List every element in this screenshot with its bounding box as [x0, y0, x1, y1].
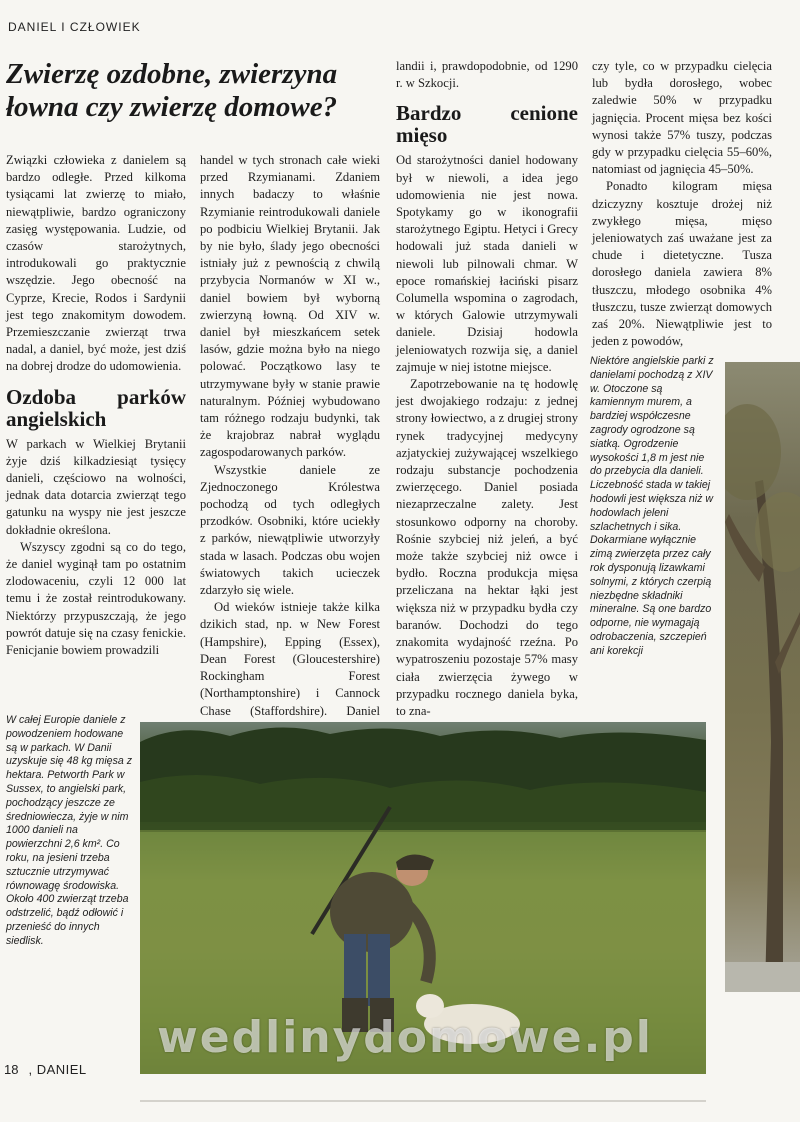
caption-paragraph: Niektóre angielskie parki z danielami pochodzą z XIV w. Otoczone są kamiennym murem, a bardziej współczesne zagrody ogrodzone są siatką. Ogrodzenie wysokości 1,8 m jest nie do przebycia dla danieli. Liczebność stada w takiej hodowli jest większa niż w hodowlach jeleni szlachetnych i sika.: [590, 355, 714, 533]
page-footer: [4, 1062, 87, 1077]
photo-caption-right: [590, 355, 718, 659]
paragraph: landii i, prawdopodobnie, od 1290 r. w Szkocji.: [396, 59, 578, 91]
photo-caption-left: [6, 714, 134, 949]
paragraph: Od starożytności daniel hodowany był w niewoli, a idea jego udomowienia nie jest nowa. Spotykamy go w ikonografii starożytnego Egiptu. Hetyci i Grecy hodowali już stada danieli w niewoli lub pilnowali chmar. W epoce romańskiej łaciński pisarz Columella wspomina o zagrodach, w których Galowie utrzymywali daniele. Dzisiaj hodowla jeleniowatych rozwija się, a daniel zajmuje w niej istotne miejsce.: [396, 153, 578, 374]
paragraph: czy tyle, co w przypadku cielęcia lub bydła dorosłego, wobec zaledwie 50% w przypadku jagnięcia. Procent mięsa bez kości wynosi także 57% tuszy, podczas gdy w przypadku cielęcia 55–60%, natomiast od jagnięcia 45–50%.: [592, 59, 772, 177]
caption-paragraph: Dokarmiane wyłącznie zimą zwierzęta przez cały rok dysponują lizawkami solnymi, z których czerpią niezbędne składniki mineralne. Są one bardzo odporne, nie wymagają odrobaczenia, szczepień ani korekcji: [590, 534, 712, 657]
column-4: [592, 58, 772, 350]
subheading-meat: Bardzo cenione mięso: [396, 101, 578, 148]
section-header: DANIEL I CZŁOWIEK: [8, 20, 141, 34]
paragraph: W parkach w Wielkiej Brytanii żyje dziś kilkadziesiąt tysięcy danieli, częściowo na wolności, jednak data dotarcia zwierząt tego gatunku na wyspy nie jest jeszcze dokładnie określona.: [6, 436, 186, 537]
column-1: [6, 152, 186, 659]
column-3: [396, 58, 578, 720]
paragraph: Wszyscy zgodni są co do tego, że daniel wyginął tam po ostatnim zlodowaceniu, czyli 12 000 lat temu i że został reintrodukowany. Niektórzy przypuszczają, że jego powrót datuje się na czasy fenickie. Fenicjanie bowiem prowadzili: [6, 539, 186, 658]
column-2: [200, 152, 380, 737]
paragraph: Ponadto kilogram mięsa dziczyzny kosztuje drożej niż zwykłego mięsa, mięso jeleniowatych zaś uważane jest za chude i dietetyczne. Tusza dorosłego daniela zawiera 8% tłuszczu, młodego osobnika 4% tłuszczu, tusze zwierząt domowych zaś 20%. Niewątpliwie jest to jeden z powodów,: [592, 179, 772, 349]
article-title: Zwierzę ozdobne, zwierzyna łowna czy zwierzę domowe?: [6, 58, 338, 123]
paragraph: Wszystkie daniele ze Zjednoczonego Królestwa pochodzą od tych odległych przodków. Osobniki, które uciekły z parków, niewątpliwie utworzyły stada w lasach. Podczas obu wojen światowych takich ucieczek zdarzyło się wiele.: [200, 462, 380, 598]
subheading-parks: Ozdoba parków angielskich: [6, 384, 186, 431]
footer-label: , DANIEL: [28, 1062, 87, 1077]
tree-illustration: [725, 362, 800, 992]
divider: [140, 1100, 706, 1102]
paragraph: handel w tych stronach całe wieki przed Rzymianami. Zdaniem innych badaczy to właśnie Rzymianie reintrodukowali daniele po podbiciu Wielkiej Brytanii. Jak by nie było, ślady jego obecności istniały już z pewnością z chwilą przybycia Normanów w XI w., daniel bowiem był wyborną zwierzyną łowną. Od XIV w. daniel był mieszkańcem setek lasów, gdzie można było na niego polować. Początkowo lasy te utrzymywane były w stanie prawie naturalnym. Później wybudowano tam różnego rodzaju budynki, tak że krajobraz nabrał wyglądu zagospodarowanych parków.: [200, 153, 380, 460]
paragraph: Związki człowieka z danielem są bardzo odległe. Przed kilkoma tysiącami lat zwierzę to miało, niewątpliwie, bardzo ograniczony zasięg występowania. Ludzie, od czasów starożytnych, introdukowali go praktycznie wszędzie. Jego obecność na Cyprze, Krecie, Rodos i Sardynii jest tego znakomitym dowodem. Przemieszczanie zwierząt trwa nadal, a daniel, być może, jest dziś na dobrej drodze do udomowienia.: [6, 153, 186, 374]
watermark: wedlinydomowe.pl: [157, 1012, 653, 1063]
photo-park-tree: [725, 362, 800, 992]
page-number: 18: [4, 1062, 19, 1077]
paragraph: Od wieków istnieje także kilka dzikich stad, np. w New Forest (Hampshire), Epping (Essex), Dean Forest (Gloucestershire) Rockingham Forest (Northamptonshire) i Cannock Chase (Staffordshire). Daniel: [200, 600, 380, 718]
paragraph: Zapotrzebowanie na tę hodowlę jest dwojakiego rodzaju: z jednej strony łowiectwo, a z drugiej strony rynek tradycyjnej medycyny azjatyckiej zużywającej wszelkiego rodzaju substancje pochodzenia zwierzęcego. Daniel posiada niezaprzeczalne zalety. Jest stosunkowo odporny na choroby. Rośnie szybciej niż jeleń, a być może także szybciej niż owce i bydło. Roczna produkcja mięsa przeliczana na hektar łąki jest większa niż w przypadku bydła czy baranów. Dochodzi do tego znakomita wydajność rzeźna. Po wypatroszeniu pozostaje 57% masy ciała zwierzęcia żywego w przypadku rocznego daniela byka, to zna-: [396, 377, 578, 718]
caption-paragraph: W całej Europie daniele z powodzeniem hodowane są w parkach. W Danii uzyskuje się 48 kg mięsa z hektara. Petworth Park w Sussex, to angielski park, pochodzący jeszcze ze średniowiecza, żyje w nim 1000 danieli na powierzchni 2,6 km². Co roku, na jesieni trzeba sztucznie utrzymywać równowagę środowiska. Około 400 zwierząt trzeba odstrzelić, bądź odłowić i przenieść do innych siedlisk.: [6, 714, 133, 947]
